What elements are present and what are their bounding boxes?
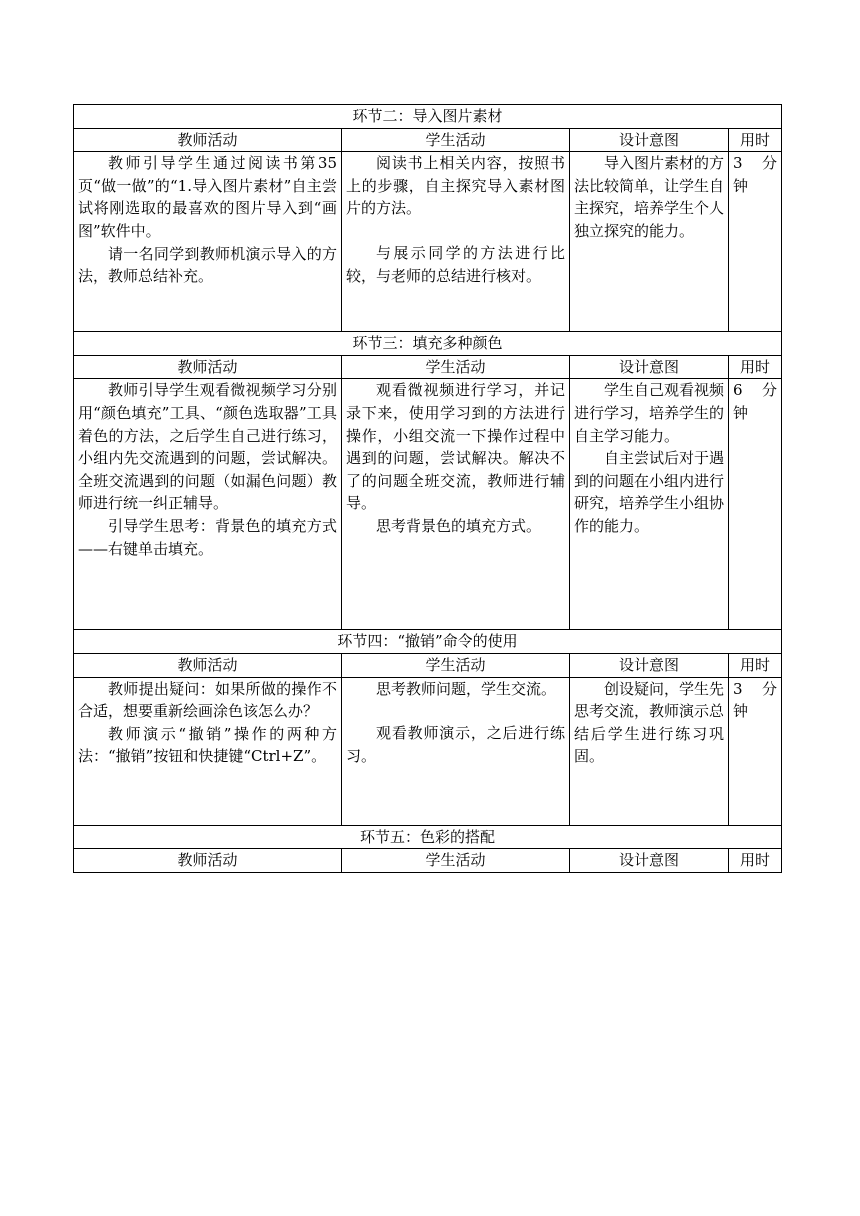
student-activity-cell <box>342 677 570 825</box>
student-activity-cell <box>342 152 570 332</box>
paragraph: 与展示同学的方法进行比较，与老师的总结进行核对。 <box>346 243 565 285</box>
design-intent-header: 设计意图 <box>570 355 729 379</box>
teacher-activity-header: 教师活动 <box>74 849 342 873</box>
time-header: 用时 <box>729 849 782 873</box>
teacher-activity-header: 教师活动 <box>74 653 342 677</box>
lesson-plan-table <box>73 104 782 873</box>
time-cell <box>729 677 782 825</box>
section-row <box>74 825 782 849</box>
duration: 3 分钟 <box>733 154 778 195</box>
section-title: 环节五：色彩的搭配 <box>74 825 782 849</box>
paragraph: 教师演示“撤销”操作的两种方法：“撤销”按钮和快捷键“Ctrl+Z”。 <box>78 724 337 766</box>
time-header: 用时 <box>729 355 782 379</box>
content-row <box>74 152 782 332</box>
paragraph: 导入图片素材的方法比较简单，让学生自主探究，培养学生个人独立探究的能力。 <box>574 154 725 240</box>
content-row <box>74 677 782 825</box>
design-intent-cell <box>570 152 729 332</box>
student-activity-header: 学生活动 <box>342 653 570 677</box>
paragraph: 引导学生思考：背景色的填充方式——右键单击填充。 <box>78 516 337 558</box>
duration: 3 分钟 <box>733 679 778 721</box>
teacher-activity-header: 教师活动 <box>74 128 342 152</box>
paragraph: 思考教师问题，学生交流。 <box>376 679 557 698</box>
design-intent-header: 设计意图 <box>570 128 729 152</box>
teacher-activity-cell <box>74 677 342 825</box>
student-activity-cell <box>342 379 570 630</box>
student-activity-header: 学生活动 <box>342 355 570 379</box>
header-row <box>74 355 782 379</box>
paragraph: 创设疑问，学生先思考交流，教师演示总结后学生进行练习巩固。 <box>574 679 725 766</box>
paragraph: 阅读书上相关内容，按照书上的步骤，自主探究导入素材图片的方法。 <box>346 154 565 218</box>
duration: 6 分钟 <box>733 381 778 422</box>
paragraph: 教师引导学生通过阅读书第35页“做一做”的“1.导入图片素材”自主尝试将刚选取的最喜欢的图片导入到“画图”软件中。 <box>78 154 337 240</box>
section-title: 环节二：导入图片素材 <box>74 105 782 129</box>
design-intent-header: 设计意图 <box>570 849 729 873</box>
paragraph: 自主尝试后对于遇到的问题在小组内进行研究，培养学生小组协作的能力。 <box>574 449 725 535</box>
section-row <box>74 332 782 356</box>
paragraph: 观看教师演示，之后进行练习。 <box>346 724 565 765</box>
paragraph: 教师引导学生观看微视频学习分别用“颜色填充”工具、“颜色选取器”工具着色的方法，之后学生自己进行练习，小组内先交流遇到的问题，尝试解决。全班交流遇到的问题（如漏色问题）教师进行统一纠正辅导。 <box>78 381 337 513</box>
student-activity-header: 学生活动 <box>342 128 570 152</box>
blank-line <box>346 700 565 722</box>
paragraph: 思考背景色的填充方式。 <box>376 516 542 535</box>
design-intent-header: 设计意图 <box>570 653 729 677</box>
header-row <box>74 128 782 152</box>
header-row <box>74 653 782 677</box>
blank-line <box>346 220 565 242</box>
time-header: 用时 <box>729 128 782 152</box>
design-intent-cell <box>570 677 729 825</box>
paragraph: 请一名同学到教师机演示导入的方法，教师总结补充。 <box>78 244 337 286</box>
design-intent-cell <box>570 379 729 630</box>
teacher-activity-cell <box>74 152 342 332</box>
section-row <box>74 105 782 129</box>
paragraph: 观看微视频进行学习，并记录下来，使用学习到的方法进行操作，小组交流一下操作过程中遇到的问题，尝试解决。解决不了的问题全班交流，教师进行辅导。 <box>346 381 565 513</box>
section-row <box>74 630 782 654</box>
content-row <box>74 379 782 630</box>
section-title: 环节三：填充多种颜色 <box>74 332 782 356</box>
paragraph: 学生自己观看视频进行学习，培养学生的自主学习能力。 <box>574 381 725 445</box>
section-title: 环节四：“撤销”命令的使用 <box>74 630 782 654</box>
time-cell <box>729 379 782 630</box>
time-cell <box>729 152 782 332</box>
header-row <box>74 849 782 873</box>
paragraph: 教师提出疑问：如果所做的操作不合适，想要重新绘画涂色该怎么办？ <box>78 679 337 721</box>
time-header: 用时 <box>729 653 782 677</box>
teacher-activity-header: 教师活动 <box>74 355 342 379</box>
teacher-activity-cell <box>74 379 342 630</box>
student-activity-header: 学生活动 <box>342 849 570 873</box>
